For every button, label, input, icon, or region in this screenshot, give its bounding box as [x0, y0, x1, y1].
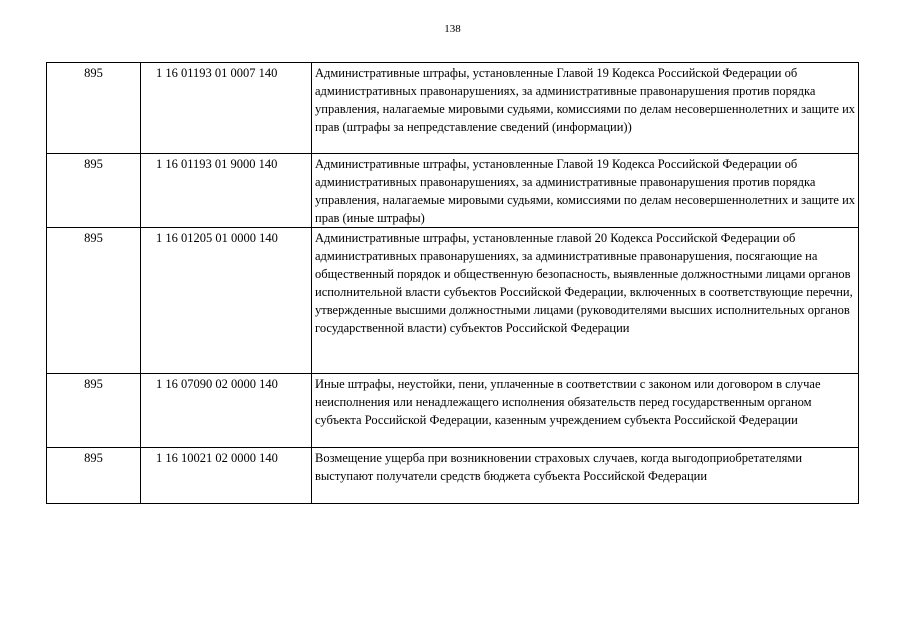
- revenue-code-cell: 1 16 10021 02 0000 140: [141, 448, 312, 504]
- revenue-name-cell: Административные штрафы, установленные Главой 19 Кодекса Российской Федерации об административных правонарушениях, за административные правонарушения против порядка управления, налагаемые мировыми судьями, комиссиями по делам несовершеннолетних и защите их прав (штрафы за непредставление сведений (информации)): [312, 63, 859, 154]
- admin-code-cell: 895: [47, 448, 141, 504]
- revenue-name-cell: Административные штрафы, установленные главой 20 Кодекса Российской Федерации об административных правонарушениях, за административные правонарушения, посягающие на общественный порядок и общественную безопасность, выявленные должностными лицами органов исполнительной власти субъектов Российской Федерации, включенных в соответствующие перечни, утвержденные высшими должностными лицами (руководителями высших исполнительных органов государственной власти) субъектов Российской Федерации: [312, 228, 859, 374]
- table-row: [47, 154, 859, 228]
- revenue-code-cell: 1 16 07090 02 0000 140: [141, 374, 312, 448]
- table-row: [47, 63, 859, 154]
- budget-classification-table: [46, 62, 859, 504]
- revenue-name-cell: Возмещение ущерба при возникновении страховых случаев, когда выгодоприобретателями выступают получатели средств бюджета субъекта Российской Федерации: [312, 448, 859, 504]
- revenue-code-cell: 1 16 01193 01 9000 140: [141, 154, 312, 228]
- table-row: [47, 448, 859, 504]
- revenue-name-cell: Административные штрафы, установленные Главой 19 Кодекса Российской Федерации об административных правонарушениях, за административные правонарушения против порядка управления, налагаемые мировыми судьями, комиссиями по делам несовершеннолетних и защите их прав (иные штрафы): [312, 154, 859, 228]
- revenue-name-cell: Иные штрафы, неустойки, пени, уплаченные в соответствии с законом или договором в случае неисполнения или ненадлежащего исполнения обязательств перед государственным органом субъекта Российской Федерации, казенным учреждением субъекта Российской Федерации: [312, 374, 859, 448]
- admin-code-cell: 895: [47, 228, 141, 374]
- table-row: [47, 374, 859, 448]
- page-number: 138: [444, 23, 461, 35]
- revenue-code-cell: 1 16 01205 01 0000 140: [141, 228, 312, 374]
- table-row: [47, 228, 859, 374]
- admin-code-cell: 895: [47, 374, 141, 448]
- admin-code-cell: 895: [47, 154, 141, 228]
- admin-code-cell: 895: [47, 63, 141, 154]
- revenue-code-cell: 1 16 01193 01 0007 140: [141, 63, 312, 154]
